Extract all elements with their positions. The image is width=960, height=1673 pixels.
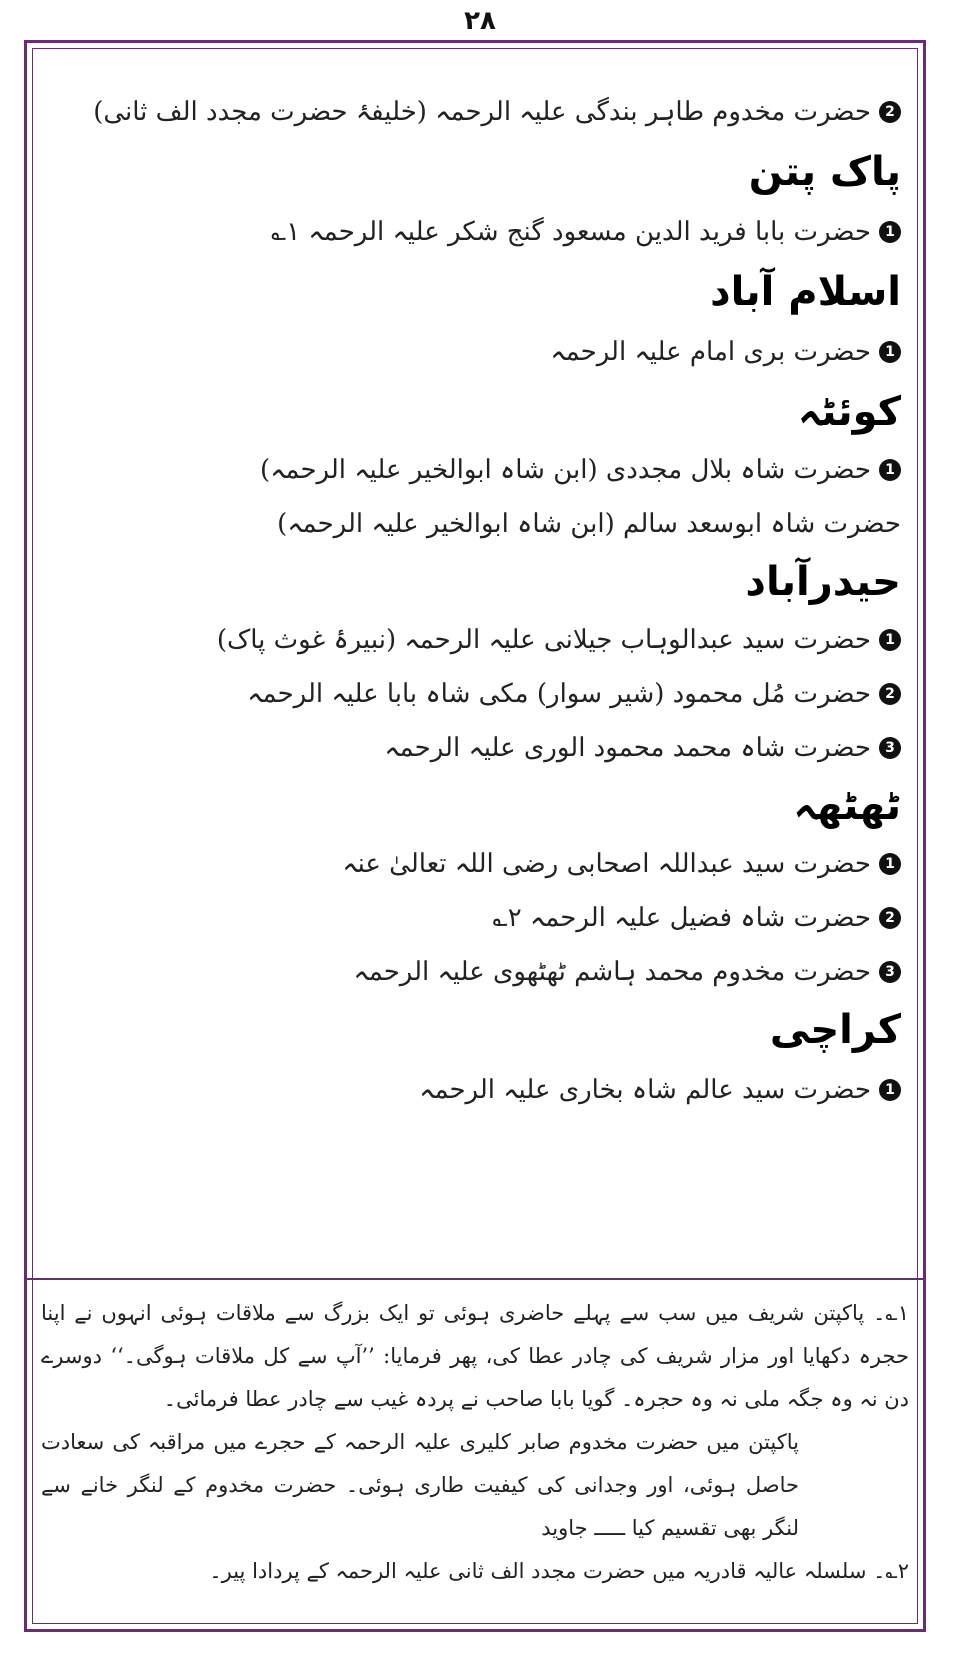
shrine-entry: [47, 497, 901, 551]
shrine-entry: [47, 667, 901, 721]
shrine-entry: [47, 83, 901, 141]
entry-number: 1: [879, 1079, 901, 1101]
entry-number: 3: [879, 961, 901, 983]
entry-number: 2: [879, 101, 901, 123]
entry-text: حضرت سید عبدالوہاب جیلانی علیہ الرحمہ (نبیرۂ غوث پاک): [216, 625, 871, 655]
footnote-1: ۱؎۔ پاکپتن شریف میں سب سے پہلے حاضری ہوئی تو ایک بزرگ سے ملاقات ہوئی انہوں نے اپنا حجرہ دکھایا اور مزار شریف کی چادر عطا کی، پھر فرمایا: ’’آپ سے کل ملاقات ہوگی۔‘‘ دوسرے دن نہ وہ جگہ ملی نہ وہ حجرہ۔ گویا بابا صاحب نے پردہ غیب سے چادر عطا فرمائی۔: [41, 1301, 910, 1411]
city-heading-islamabad: اسلام آباد: [710, 269, 901, 315]
page-frame: [24, 40, 926, 1632]
entry-text: حضرت مخدوم محمد ہاشم ٹھٹھوی علیہ الرحمہ: [353, 957, 871, 987]
entry-text: حضرت شاہ بلال مجددی (ابن شاہ ابوالخیر علیہ الرحمہ): [260, 455, 871, 485]
page-number: ۲۸: [464, 6, 496, 36]
entry-text: حضرت شاہ فضیل علیہ الرحمہ ۲؎: [492, 903, 871, 933]
entry-number: 3: [879, 737, 901, 759]
shrine-list: [47, 83, 901, 1119]
entry-text: حضرت سید عالم شاہ بخاری علیہ الرحمہ: [419, 1075, 871, 1105]
entry-text: حضرت مُل محمود (شیر سوار) مکی شاہ بابا علیہ الرحمہ: [247, 679, 871, 709]
city-heading-quetta: کوئٹہ: [797, 389, 901, 435]
entry-text: حضرت بابا فرید الدین مسعود گنج شکر علیہ الرحمہ ۱؎: [270, 217, 871, 247]
shrine-entry: [47, 721, 901, 775]
entry-text: حضرت شاہ محمد محمود الوری علیہ الرحمہ: [384, 733, 871, 763]
city-heading-pakpattan: پاک پتن: [748, 149, 901, 195]
entry-number: 2: [879, 907, 901, 929]
shrine-entry: [47, 945, 901, 999]
entry-number: 1: [879, 221, 901, 243]
city-heading-thatta: ٹھٹھہ: [793, 783, 901, 829]
shrine-entry: [47, 323, 901, 381]
shrine-entry: [47, 613, 901, 667]
entry-text: حضرت بری امام علیہ الرحمہ: [550, 337, 871, 367]
entry-number: 1: [879, 341, 901, 363]
shrine-entry: [47, 837, 901, 891]
entry-text: حضرت مخدوم طاہر بندگی علیہ الرحمہ (خلیفۂ حضرت مجدد الف ثانی): [93, 97, 871, 127]
entry-number: 1: [879, 459, 901, 481]
footnote-1-continued: پاکپتن میں حضرت مخدوم صابر کلیری علیہ الرحمہ کے حجرے میں مراقبہ کی سعادت حاصل ہوئی، اور وجدانی کی کیفیت طاری ہوئی۔ حضرت مخدوم کے لنگر خانے سے لنگر بھی تقسیم کیا ـــــ جاوید: [41, 1430, 799, 1540]
entry-number: 1: [879, 853, 901, 875]
entry-number: 1: [879, 629, 901, 651]
shrine-entry: [47, 891, 901, 945]
entry-text: حضرت سید عبداللہ اصحابی رضی اللہ تعالیٰ عنہ: [342, 849, 871, 879]
footnote-2: ۲؎۔ سلسلہ عالیہ قادریہ میں حضرت مجدد الف ثانی علیہ الرحمہ کے پردادا پیر۔: [209, 1559, 909, 1583]
shrine-entry: [47, 203, 901, 261]
city-heading-hyderabad: حیدرآباد: [745, 559, 901, 605]
shrine-entry: [47, 1061, 901, 1119]
shrine-entry: [47, 443, 901, 497]
city-heading-karachi: کراچی: [769, 1007, 901, 1053]
entry-text: حضرت شاہ ابوسعد سالم (ابن شاہ ابوالخیر علیہ الرحمہ): [277, 509, 901, 539]
footnotes: [27, 1278, 923, 1628]
entry-number: 2: [879, 683, 901, 705]
